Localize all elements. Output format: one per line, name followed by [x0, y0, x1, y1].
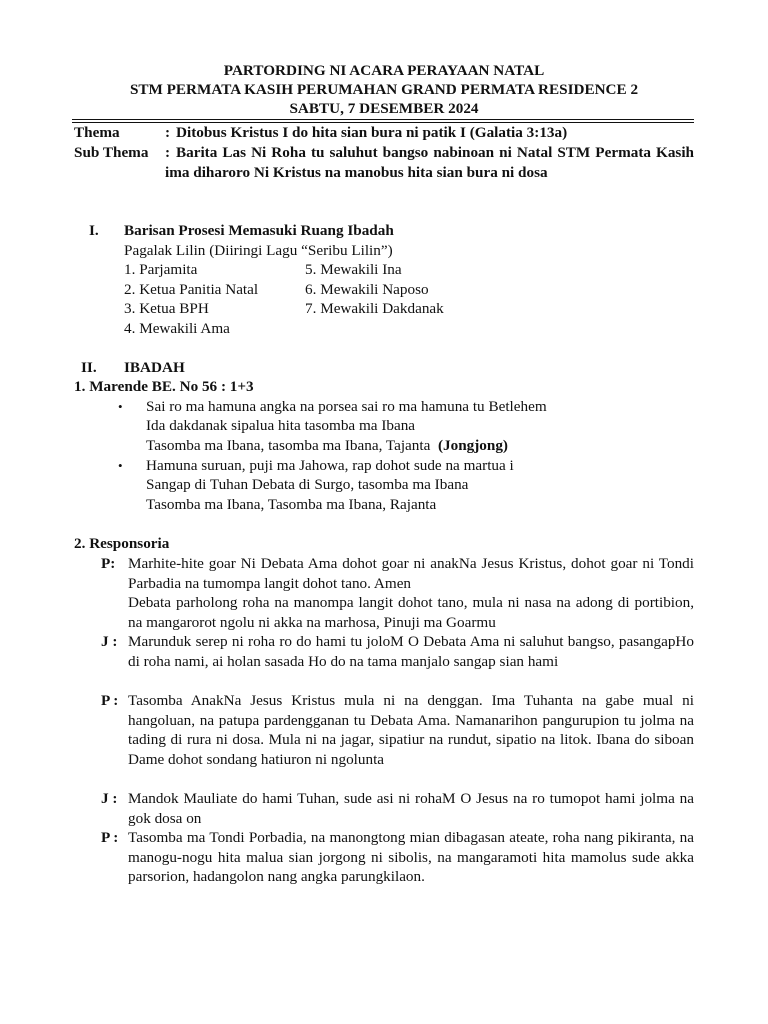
hymn-title: 1. Marende BE. No 56 : 1+3	[74, 378, 254, 395]
thema-label: Thema	[74, 124, 120, 141]
responsoria-title: 2. Responsoria	[74, 535, 170, 552]
speaker-label: P :	[101, 692, 119, 709]
speaker-label: J :	[101, 790, 118, 807]
procession-item: 5. Mewakili Ina	[305, 261, 402, 278]
hymn-posture-note: (Jongjong)	[437, 437, 508, 454]
section-2-title: IBADAH	[124, 359, 185, 376]
section-1-intro: Pagalak Lilin (Diiringi Lagu “Seribu Lilin”)	[124, 242, 393, 259]
header-rule-top	[72, 119, 694, 120]
response-text: Marunduk serep ni roha ro do hami tu joloM O Debata Ama ni saluhut bangso, pasangapHo di roha nami, ai holan sasada Ho do na tama manjalo sangap sian hami	[128, 633, 694, 670]
section-1-title: Barisan Prosesi Memasuki Ruang Ibadah	[124, 222, 394, 239]
doc-title-line-3: SABTU, 7 DESEMBER 2024	[289, 100, 479, 117]
hymn-verse-1-line	[146, 436, 508, 456]
response-text: Mandok Mauliate do hami Tuhan, sude asi ni rohaM O Jesus na ro tumopot hami jolma na gok dosa on	[128, 790, 694, 827]
thema-colon: :	[165, 124, 171, 141]
doc-title-line-1: PARTORDING NI ACARA PERAYAAN NATAL	[223, 62, 545, 79]
procession-item: 6. Mewakili Naposo	[305, 281, 429, 298]
section-1-number: I.	[89, 222, 99, 239]
hymn-verse-2-line: Sangap di Tuhan Debata di Surgo, tasomba ma Ibana	[146, 476, 469, 493]
response-text: Debata parholong roha na manompa langit dohot tano, mula ni nasa na adong di portibion, na mangarorot ngolu ni akka na marhosa, Pinuji ma Goarmu	[128, 594, 694, 631]
procession-item: 2. Ketua Panitia Natal	[124, 281, 259, 298]
hymn-verse-2-line: Hamuna suruan, puji ma Jahowa, rap dohot sude na martua i	[146, 457, 514, 474]
procession-item: 7. Mewakili Dakdanak	[305, 300, 444, 317]
bullet-icon: •	[118, 458, 123, 473]
subthema-label: Sub Thema	[74, 144, 149, 161]
procession-item: 1. Parjamita	[124, 261, 198, 278]
response-text: Tasomba AnakNa Jesus Kristus mula ni na denggan. Ima Tuhanta na gabe mual ni hangoluan, na patupa pardengganan tu Debata Ama. Namanarihon pangurupion tu jolma na tading di rura ni dosa. Mula ni na jagar, sipatiur na rundut, sipatio na litok. Ibana do siboan Dame dohot sondang hatiuron ni ngolunta	[128, 692, 694, 768]
speaker-label: P :	[101, 829, 119, 846]
subthema-text: Barita Las Ni Roha tu saluhut bangso nabinoan ni Natal STM Permata Kasih ima diharoro Ni Kristus na manobus hita sian bura ni dosa	[165, 144, 694, 181]
doc-title-line-2: STM PERMATA KASIH PERUMAHAN GRAND PERMATA RESIDENCE 2	[129, 81, 639, 98]
hymn-verse-1-line: Sai ro ma hamuna angka na porsea sai ro ma hamuna tu Betlehem	[146, 398, 547, 415]
section-2-number: II.	[81, 359, 97, 376]
thema-text: Ditobus Kristus I do hita sian bura ni patik I (Galatia 3:13a)	[176, 124, 568, 141]
hymn-verse-1-text: Tasomba ma Ibana, tasomba ma Ibana, Tajanta	[146, 437, 438, 454]
subthema-colon: :	[165, 144, 171, 161]
response-text: Tasomba ma Tondi Porbadia, na manongtong mian dibagasan ateate, roha nang pikiranta, na manogu-nogu hita malua sian jorgong ni sibolis, na mangaramoti hita mamolus sude akka parsorion, hadangolon nang angka parungkilaon.	[128, 829, 694, 885]
speaker-label: P:	[101, 555, 116, 572]
hymn-verse-2-line: Tasomba ma Ibana, Tasomba ma Ibana, Rajanta	[146, 496, 437, 513]
bullet-icon: •	[118, 399, 123, 414]
response-text: Marhite-hite goar Ni Debata Ama dohot goar ni anakNa Jesus Kristus, dohot goar ni Tondi Parbadia na tumompa langit dohot tano. Amen	[128, 555, 694, 592]
speaker-label: J :	[101, 633, 118, 650]
procession-item: 4. Mewakili Ama	[124, 320, 230, 337]
hymn-verse-1-line: Ida dakdanak sipalua hita tasomba ma Ibana	[146, 417, 416, 434]
procession-item: 3. Ketua BPH	[124, 300, 209, 317]
